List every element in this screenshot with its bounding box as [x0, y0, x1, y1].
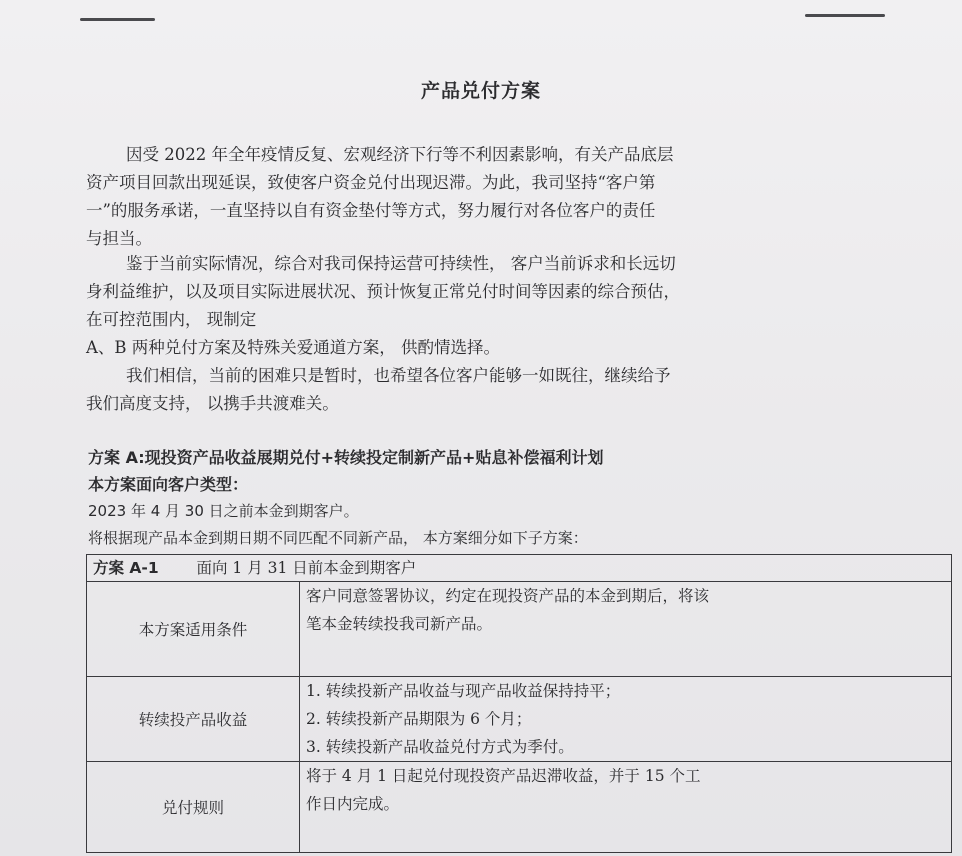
- row-label: 转续投产品收益: [87, 677, 300, 762]
- row-text-line: 1. 转续投新产品收益与现产品收益保持持平；: [306, 682, 621, 700]
- intro-line: 因受 2022 年全年疫情反复、宏观经济下行等不利因素影响，有关产品底层: [126, 145, 674, 164]
- table-header-cell: [87, 555, 952, 582]
- row-label: 本方案适用条件: [87, 582, 300, 677]
- table-header-row: [87, 555, 952, 582]
- intro-line: 与担当。: [86, 229, 152, 248]
- row-text-line: 2. 转续投新产品期限为 6 个月；: [306, 710, 532, 728]
- plan-a-customer-type: 2023 年 4 月 30 日之前本金到期客户。: [88, 502, 359, 520]
- row-text-line: 笔本金转续投我司新产品。: [306, 615, 493, 633]
- para2-line: 在可控范围内， 现制定: [86, 310, 257, 329]
- table-row: [87, 677, 952, 762]
- plan-a-heading: 方案 A:现投资产品收益展期兑付+转续投定制新产品+贴息补偿福利计划: [88, 448, 604, 467]
- paragraph-3: [86, 362, 936, 418]
- plan-a-note: 将根据现产品本金到期日期不同匹配不同新产品， 本方案细分如下子方案：: [88, 529, 588, 547]
- plan-a1-table: [86, 554, 952, 853]
- table-row: [87, 762, 952, 853]
- table-row: [87, 582, 952, 677]
- row-label: 兑付规则: [87, 762, 300, 853]
- para2-line: A、B 两种兑付方案及特殊关爱通道方案， 供酌情选择。: [86, 338, 501, 357]
- header-rule-left: [80, 18, 155, 21]
- intro-line: 一”的服务承诺，一直坚持以自有资金垫付等方式，努力履行对各位客户的责任: [86, 201, 656, 220]
- row-text-line: 作日内完成。: [306, 795, 400, 813]
- para3-line: 我们高度支持， 以携手共渡难关。: [86, 394, 339, 413]
- row-text-line: 3. 转续投新产品收益兑付方式为季付。: [306, 738, 574, 756]
- intro-line: 资产项目回款出现延误，致使客户资金兑付出现迟滞。为此，我司坚持“客户第: [86, 173, 656, 192]
- row-content: [300, 762, 952, 853]
- intro-paragraph: [86, 141, 936, 253]
- para3-line: 我们相信，当前的困难只是暂时，也希望各位客户能够一如既往，继续给予: [126, 366, 671, 385]
- plan-code-description: 面向 1 月 31 日前本金到期客户: [196, 559, 417, 577]
- row-text-line: 将于 4 月 1 日起兑付现投资产品迟滞收益，并于 15 个工: [306, 767, 701, 785]
- para2-line: 鉴于当前实际情况，综合对我司保持运营可持续性， 客户当前诉求和长远切: [126, 254, 676, 273]
- header-rule-right: [805, 14, 885, 17]
- paragraph-2: [86, 250, 936, 362]
- document-title: 产品兑付方案: [420, 80, 541, 102]
- row-content: [300, 677, 952, 762]
- row-content: [300, 582, 952, 677]
- row-text-line: 客户同意签署协议，约定在现投资产品的本金到期后，将该: [306, 587, 710, 605]
- plan-a-customer-label: 本方案面向客户类型：: [88, 475, 249, 494]
- plan-code: 方案 A-1: [93, 559, 159, 577]
- para2-line: 身利益维护，以及项目实际进展状况、预计恢复正常兑付时间等因素的综合预估，: [86, 282, 680, 301]
